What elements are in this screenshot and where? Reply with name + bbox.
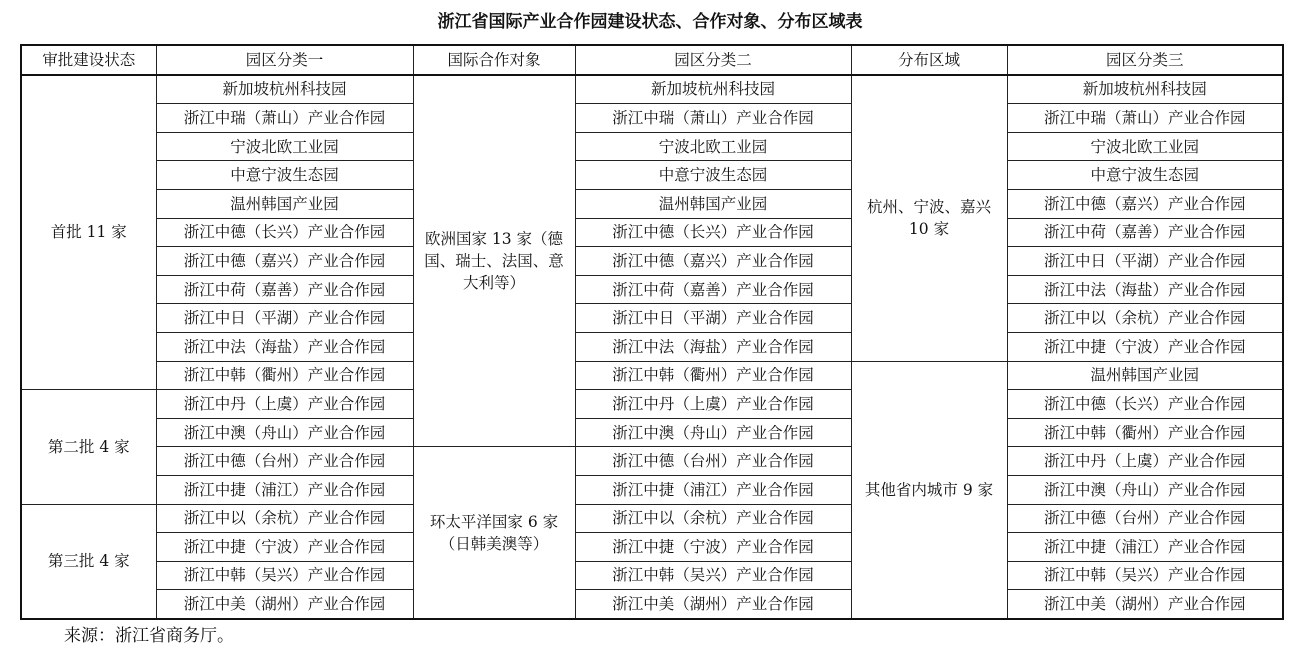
status-second-batch: 第二批 4 家 <box>21 390 156 504</box>
header-cooperation-partner: 国际合作对象 <box>413 45 575 75</box>
table-row <box>21 218 1283 247</box>
cat2-cell: 浙江中捷（宁波）产业合作园 <box>575 533 851 562</box>
table-row <box>21 418 1283 447</box>
cat1-cell: 宁波北欧工业园 <box>156 132 413 161</box>
cat2-cell: 浙江中德（台州）产业合作园 <box>575 447 851 476</box>
cat1-cell: 浙江中法（海盐）产业合作园 <box>156 332 413 361</box>
cat1-cell: 浙江中德（台州）产业合作园 <box>156 447 413 476</box>
cat2-cell: 浙江中韩（吴兴）产业合作园 <box>575 561 851 590</box>
table-row <box>21 275 1283 304</box>
cat2-cell: 浙江中捷（浦江）产业合作园 <box>575 475 851 504</box>
cat2-cell: 中意宁波生态园 <box>575 161 851 190</box>
cat1-cell: 浙江中澳（舟山）产业合作园 <box>156 418 413 447</box>
table-row <box>21 590 1283 619</box>
partner-pacific: 环太平洋国家 6 家（日韩美澳等） <box>413 447 575 619</box>
cat2-cell: 宁波北欧工业园 <box>575 132 851 161</box>
cat3-cell: 浙江中美（湖州）产业合作园 <box>1007 590 1283 619</box>
cat2-cell: 浙江中法（海盐）产业合作园 <box>575 332 851 361</box>
cat3-cell: 浙江中德（嘉兴）产业合作园 <box>1007 189 1283 218</box>
partner-europe: 欧洲国家 13 家（德国、瑞士、法国、意大利等） <box>413 75 575 447</box>
cat3-cell: 浙江中日（平湖）产业合作园 <box>1007 247 1283 276</box>
table-row <box>21 304 1283 333</box>
cat3-cell: 中意宁波生态园 <box>1007 161 1283 190</box>
cat2-cell: 浙江中德（长兴）产业合作园 <box>575 218 851 247</box>
cat3-cell: 浙江中瑞（萧山）产业合作园 <box>1007 104 1283 133</box>
cat2-cell: 浙江中澳（舟山）产业合作园 <box>575 418 851 447</box>
table-row <box>21 561 1283 590</box>
cat2-cell: 浙江中日（平湖）产业合作园 <box>575 304 851 333</box>
table-row <box>21 475 1283 504</box>
table-row <box>21 189 1283 218</box>
cat2-cell: 浙江中以（余杭）产业合作园 <box>575 504 851 533</box>
table-row <box>21 447 1283 476</box>
cat3-cell: 浙江中捷（浦江）产业合作园 <box>1007 533 1283 562</box>
cat1-cell: 浙江中瑞（萧山）产业合作园 <box>156 104 413 133</box>
cat3-cell: 宁波北欧工业园 <box>1007 132 1283 161</box>
cat1-cell: 中意宁波生态园 <box>156 161 413 190</box>
cat1-cell: 浙江中荷（嘉善）产业合作园 <box>156 275 413 304</box>
cat3-cell: 浙江中德（长兴）产业合作园 <box>1007 390 1283 419</box>
cat1-cell: 浙江中日（平湖）产业合作园 <box>156 304 413 333</box>
header-park-category-3: 园区分类三 <box>1007 45 1283 75</box>
header-row <box>21 45 1283 75</box>
cat2-cell: 浙江中德（嘉兴）产业合作园 <box>575 247 851 276</box>
cat1-cell: 浙江中韩（吴兴）产业合作园 <box>156 561 413 590</box>
cat3-cell: 浙江中韩（衢州）产业合作园 <box>1007 418 1283 447</box>
table-row <box>21 104 1283 133</box>
cat3-cell: 温州韩国产业园 <box>1007 361 1283 390</box>
cat2-cell: 浙江中丹（上虞）产业合作园 <box>575 390 851 419</box>
table-title: 浙江省国际产业合作园建设状态、合作对象、分布区域表 <box>437 12 863 32</box>
table-row <box>21 161 1283 190</box>
cat2-cell: 浙江中瑞（萧山）产业合作园 <box>575 104 851 133</box>
cat1-cell: 浙江中丹（上虞）产业合作园 <box>156 390 413 419</box>
table-row <box>21 390 1283 419</box>
table-row <box>21 533 1283 562</box>
source-note: 来源：浙江省商务厅。 <box>64 626 234 646</box>
region-main: 杭州、宁波、嘉兴 10 家 <box>851 75 1007 361</box>
cat1-cell: 浙江中德（长兴）产业合作园 <box>156 218 413 247</box>
header-approval-status: 审批建设状态 <box>21 45 156 75</box>
header-park-category-2: 园区分类二 <box>575 45 851 75</box>
cat2-cell: 新加坡杭州科技园 <box>575 75 851 104</box>
cat1-cell: 浙江中德（嘉兴）产业合作园 <box>156 247 413 276</box>
cat1-cell: 新加坡杭州科技园 <box>156 75 413 104</box>
status-first-batch: 首批 11 家 <box>21 75 156 390</box>
cat3-cell: 浙江中捷（宁波）产业合作园 <box>1007 332 1283 361</box>
cat2-cell: 浙江中韩（衢州）产业合作园 <box>575 361 851 390</box>
region-other: 其他省内城市 9 家 <box>851 361 1007 619</box>
cat2-cell: 浙江中荷（嘉善）产业合作园 <box>575 275 851 304</box>
cat1-cell: 浙江中捷（宁波）产业合作园 <box>156 533 413 562</box>
header-park-category-1: 园区分类一 <box>156 45 413 75</box>
table-row <box>21 132 1283 161</box>
table-row <box>21 75 1283 104</box>
cat2-cell: 浙江中美（湖州）产业合作园 <box>575 590 851 619</box>
cat3-cell: 浙江中韩（吴兴）产业合作园 <box>1007 561 1283 590</box>
park-table <box>20 44 1284 620</box>
table-row <box>21 504 1283 533</box>
cat3-cell: 新加坡杭州科技园 <box>1007 75 1283 104</box>
cat3-cell: 浙江中丹（上虞）产业合作园 <box>1007 447 1283 476</box>
cat3-cell: 浙江中法（海盐）产业合作园 <box>1007 275 1283 304</box>
cat3-cell: 浙江中德（台州）产业合作园 <box>1007 504 1283 533</box>
cat3-cell: 浙江中澳（舟山）产业合作园 <box>1007 475 1283 504</box>
header-region: 分布区域 <box>851 45 1007 75</box>
cat1-cell: 温州韩国产业园 <box>156 189 413 218</box>
cat2-cell: 温州韩国产业园 <box>575 189 851 218</box>
cat1-cell: 浙江中韩（衢州）产业合作园 <box>156 361 413 390</box>
cat1-cell: 浙江中以（余杭）产业合作园 <box>156 504 413 533</box>
cat1-cell: 浙江中美（湖州）产业合作园 <box>156 590 413 619</box>
cat3-cell: 浙江中荷（嘉善）产业合作园 <box>1007 218 1283 247</box>
status-third-batch: 第三批 4 家 <box>21 504 156 619</box>
cat3-cell: 浙江中以（余杭）产业合作园 <box>1007 304 1283 333</box>
cat1-cell: 浙江中捷（浦江）产业合作园 <box>156 475 413 504</box>
table-row <box>21 247 1283 276</box>
table-row <box>21 332 1283 361</box>
table-row <box>21 361 1283 390</box>
